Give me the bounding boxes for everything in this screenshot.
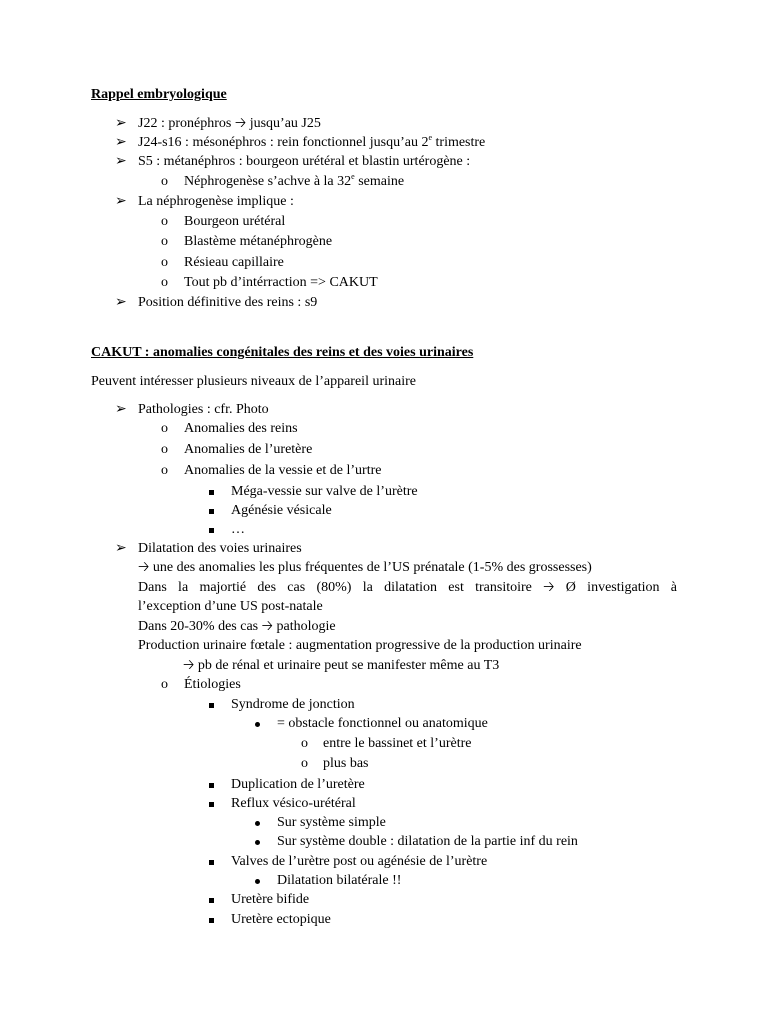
list-item: La néphrogenèse implique : xyxy=(138,194,294,209)
dot-bullet xyxy=(255,821,260,826)
list-item: entre le bassinet et l’urètre xyxy=(323,736,472,751)
list-item: Position définitive des reins : s9 xyxy=(138,295,318,310)
square-bullet xyxy=(209,802,214,807)
circle-bullet: o xyxy=(161,275,168,290)
arrowhead-bullet: ➢ xyxy=(115,194,127,209)
text-line: Dans 20-30% des cas 🡢 pathologie xyxy=(138,619,336,634)
list-item: Duplication de l’uretère xyxy=(231,777,365,792)
list-item: Bourgeon urétéral xyxy=(184,214,286,229)
list-item: S5 : métanéphros : bourgeon urétéral et blastin urtérogène : xyxy=(138,154,471,169)
list-item: Blastème métanéphrogène xyxy=(184,234,333,249)
list-item: Sur système double : dilatation de la partie inf du rein xyxy=(277,834,578,849)
circle-bullet: o xyxy=(161,214,168,229)
list-item: Syndrome de jonction xyxy=(231,697,355,712)
list-item: Sur système simple xyxy=(277,815,386,830)
list-item: Tout pb d’intérraction => CAKUT xyxy=(184,275,378,290)
text-line: Dans la majortié des cas (80%) la dilatation est transitoire 🡢 Ø investigation à xyxy=(138,580,677,595)
dot-bullet xyxy=(255,879,260,884)
arrowhead-bullet: ➢ xyxy=(115,402,127,417)
circle-bullet: o xyxy=(161,421,168,436)
square-bullet xyxy=(209,918,214,923)
text-line: 🡢 une des anomalies les plus fréquentes de l’US prénatale (1-5% des grossesses) xyxy=(138,560,592,575)
circle-bullet: o xyxy=(161,677,168,692)
list-item: Néphrogenèse s’achve à la 32e semaine xyxy=(184,172,405,189)
circle-bullet: o xyxy=(161,255,168,270)
list-item: Dilatation des voies urinaires xyxy=(138,541,302,556)
square-bullet xyxy=(209,490,214,495)
list-item: Résieau capillaire xyxy=(184,255,284,270)
section-title-cakut: CAKUT : anomalies congénitales des reins et des voies urinaires xyxy=(91,345,474,360)
dot-bullet xyxy=(255,840,260,845)
arrowhead-bullet: ➢ xyxy=(115,116,127,131)
section-title-embryology: Rappel embryologique xyxy=(91,87,227,102)
square-bullet xyxy=(209,703,214,708)
list-item: Reflux vésico-urétéral xyxy=(231,796,356,811)
list-item: J24-s16 : mésonéphros : rein fonctionnel jusqu’au 2e trimestre xyxy=(138,133,486,150)
circle-bullet: o xyxy=(161,463,168,478)
list-item: = obstacle fonctionnel ou anatomique xyxy=(277,716,488,731)
square-bullet xyxy=(209,783,214,788)
list-item: Agénésie vésicale xyxy=(231,503,332,518)
list-item: plus bas xyxy=(323,756,369,771)
list-item: Valves de l’urètre post ou agénésie de l’urètre xyxy=(231,854,488,869)
text-line: l’exception d’une US post-natale xyxy=(138,599,323,614)
list-item: Uretère bifide xyxy=(231,892,310,907)
circle-bullet: o xyxy=(161,442,168,457)
text-line: 🡢 pb de rénal et urinaire peut se manifester même au T3 xyxy=(183,658,500,673)
list-item: Méga-vessie sur valve de l’urètre xyxy=(231,484,418,499)
circle-bullet: o xyxy=(301,756,308,771)
circle-bullet: o xyxy=(161,234,168,249)
square-bullet xyxy=(209,898,214,903)
square-bullet xyxy=(209,860,214,865)
list-item: Étiologies xyxy=(184,677,241,692)
circle-bullet: o xyxy=(301,736,308,751)
arrowhead-bullet: ➢ xyxy=(115,541,127,556)
arrowhead-bullet: ➢ xyxy=(115,135,127,150)
list-item: Dilatation bilatérale !! xyxy=(277,873,402,888)
arrowhead-bullet: ➢ xyxy=(115,154,127,169)
arrowhead-bullet: ➢ xyxy=(115,295,127,310)
square-bullet xyxy=(209,528,214,533)
list-item: Anomalies des reins xyxy=(184,421,298,436)
list-item: Uretère ectopique xyxy=(231,912,331,927)
section-intro: Peuvent intéresser plusieurs niveaux de l’appareil urinaire xyxy=(91,374,416,389)
list-item: … xyxy=(231,522,245,537)
list-item: Anomalies de la vessie et de l’urtre xyxy=(184,463,382,478)
circle-bullet: o xyxy=(161,174,168,189)
text-line: Production urinaire fœtale : augmentation progressive de la production urinaire xyxy=(138,638,582,653)
square-bullet xyxy=(209,509,214,514)
list-item: Anomalies de l’uretère xyxy=(184,442,313,457)
dot-bullet xyxy=(255,722,260,727)
list-item: J22 : pronéphros 🡢 jusqu’au J25 xyxy=(138,116,321,131)
list-item: Pathologies : cfr. Photo xyxy=(138,402,269,417)
